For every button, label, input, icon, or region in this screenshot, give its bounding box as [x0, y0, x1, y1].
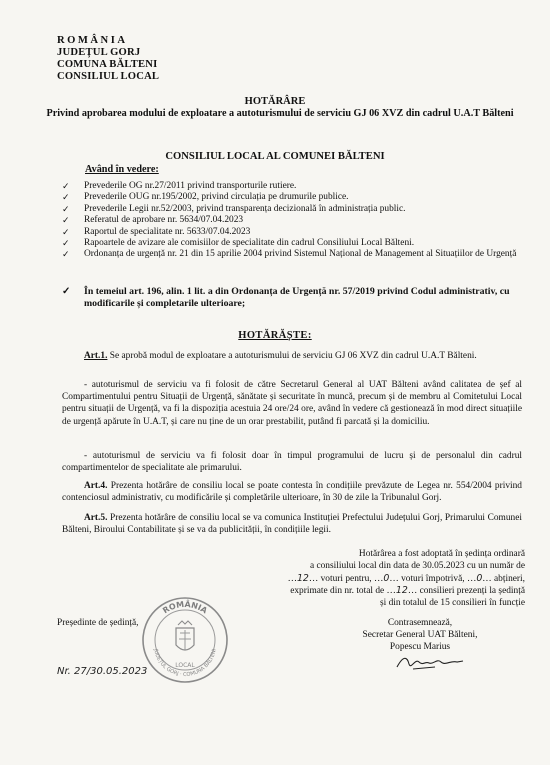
article-5-text: Prezenta hotărâre de consiliu local se va comunica Instituției Prefectului Județului Gorj, Primarului Comunei Bălteni, Biroului Contabilitate și se va da publicității, în condițiile legii. [62, 513, 522, 536]
official-stamp [140, 595, 230, 685]
list-item: ✓ Referatul de aprobare nr. 5634/07.04.2023 [62, 215, 244, 226]
checkmark-icon: ✓ [62, 238, 70, 249]
considerations-list [62, 181, 532, 261]
stamp-ring-text: JUDEȚUL GORJ · COMUNA BĂLTENI [152, 648, 218, 679]
paragraph-vehicle-use: - autoturismul de serviciu va fi folosit de către Secretarul General al UAT Bălteni având calitatea de șef al Compartimentului pentru Situații de Urgență, sănătate și securitate în muncă, precum și de membru al Comitetului Local pentru situații de Urgență, va fi la dispoziția acestuia 24 ore/24 ore, având în vedere că gestionează în mod direct situațiile de urgență apărute în U.A.T, și care nu ține de un orar prestabilit, putând fi parcată și la domiciliu. [62, 380, 522, 427]
article-4 [62, 480, 522, 504]
document-title: HOTĂRÂRE [244, 96, 306, 107]
checkmark-icon: ✓ [62, 203, 70, 214]
checkmark-icon: ✓ [62, 226, 70, 237]
list-item: ✓ Prevederile OUG nr.195/2002, privind circulația pe drumurile publice. [62, 192, 349, 203]
secretary-title: Secretar General UAT Bălteni, [362, 630, 478, 640]
checkmark-icon: ✓ [62, 215, 70, 226]
abstentions: 0 [476, 572, 483, 584]
checkmark-icon: ✓ [62, 249, 70, 260]
secretary-name: Popescu Marius [389, 642, 451, 652]
article-1-label: Art.1. [84, 351, 108, 361]
list-item: ✓ Prevederile OG nr.27/2011 privind transporturile rutiere. [62, 181, 297, 191]
article-5-label: Art.5. [84, 513, 108, 523]
paragraph-vehicle-hours: - autoturismul de serviciu va fi folosit doar în timpul programului de lucru și de personalul din cadrul compartimentelor de specialitate ale primarului. [62, 451, 522, 474]
article-5 [62, 512, 522, 536]
votes-against: 0 [383, 572, 390, 584]
adoption-note: Hotărârea a fost adoptată în ședința ordinară a consiliului local din data de 30.05.2023 cu un număr de …12… voturi pentru, …0… voturi împotrivă, …0… abțineri, exprimate din nr. total de …12… consilieri prezenți la ședință și din totalul de 15 consilieri în funcție [287, 549, 525, 609]
checkmark-icon: ✓ [62, 192, 70, 203]
council-heading: CONSILIUL LOCAL AL COMUNEI BĂLTENI [165, 151, 385, 162]
signature-scribble [395, 652, 465, 674]
document-number: Nr. 27/30.05.2023 [57, 666, 148, 677]
coat-of-arms-icon [176, 621, 194, 650]
header-commune: COMUNA BĂLTENI [57, 59, 158, 70]
list-item: ✓ Prevederile Legii nr.52/2003, privind transparența decizională în administrația public. [62, 203, 406, 214]
header-county: JUDEȚUL GORJ [57, 47, 141, 58]
list-item: ✓ Raportul de specialitate nr. 5633/07.04.2023 [62, 226, 251, 237]
list-item: ✓ Ordonanța de urgență nr. 21 din 15 aprilie 2004 privind Sistemul Național de Management al Situațiilor de Urgență [62, 249, 517, 260]
countersign-label: Contrasemnează, [387, 618, 453, 628]
legal-basis: ✓ În temeiul art. 196, alin. 1 lit. a din Ordonanța de Urgență nr. 57/2019 privind Codul administrativ, cu modificarile și completarile ulterioare; [62, 286, 510, 309]
document-subtitle: Privind aprobarea modului de exploatare a autoturismului de serviciu GJ 06 XVZ din cadrul U.A.T Bălteni [46, 108, 514, 119]
article-1-text: Se aprobă modul de exploatare a autoturismului de serviciu GJ 06 XVZ din cadrul U.A.T Bălteni. [107, 351, 477, 361]
stamp-bottom-text: LOCAL [175, 662, 195, 669]
stamp-top-text: ROMÂNIA [161, 599, 209, 616]
president-label: Președinte de ședință, [57, 618, 139, 628]
header-council: CONSILIUL LOCAL [57, 71, 160, 82]
article-4-label: Art.4. [84, 481, 108, 491]
checkmark-icon: ✓ [62, 181, 70, 191]
list-item: ✓ Rapoartele de avizare ale comisiilor de specialitate din cadrul Consiliului Local Bălteni. [62, 238, 415, 249]
votes-for: 12 [296, 572, 309, 584]
header-country: ROMÂNIA [57, 35, 128, 46]
considering-heading: Având în vedere: [85, 164, 159, 175]
checkmark-icon: ✓ [62, 286, 71, 297]
article-4-text: Prezenta hotărâre de consiliu local se poate contesta în condițiile prevăzute de Legea nr. 554/2004 privind contenciosul administrativ, cu modificările și completările ulterioare, în 30 de zile la Tribunalul Gorj. [62, 481, 522, 504]
article-1 [62, 350, 522, 362]
decides-heading: HOTĂRĂȘTE: [238, 330, 312, 341]
councillors-present: 12 [395, 585, 408, 597]
